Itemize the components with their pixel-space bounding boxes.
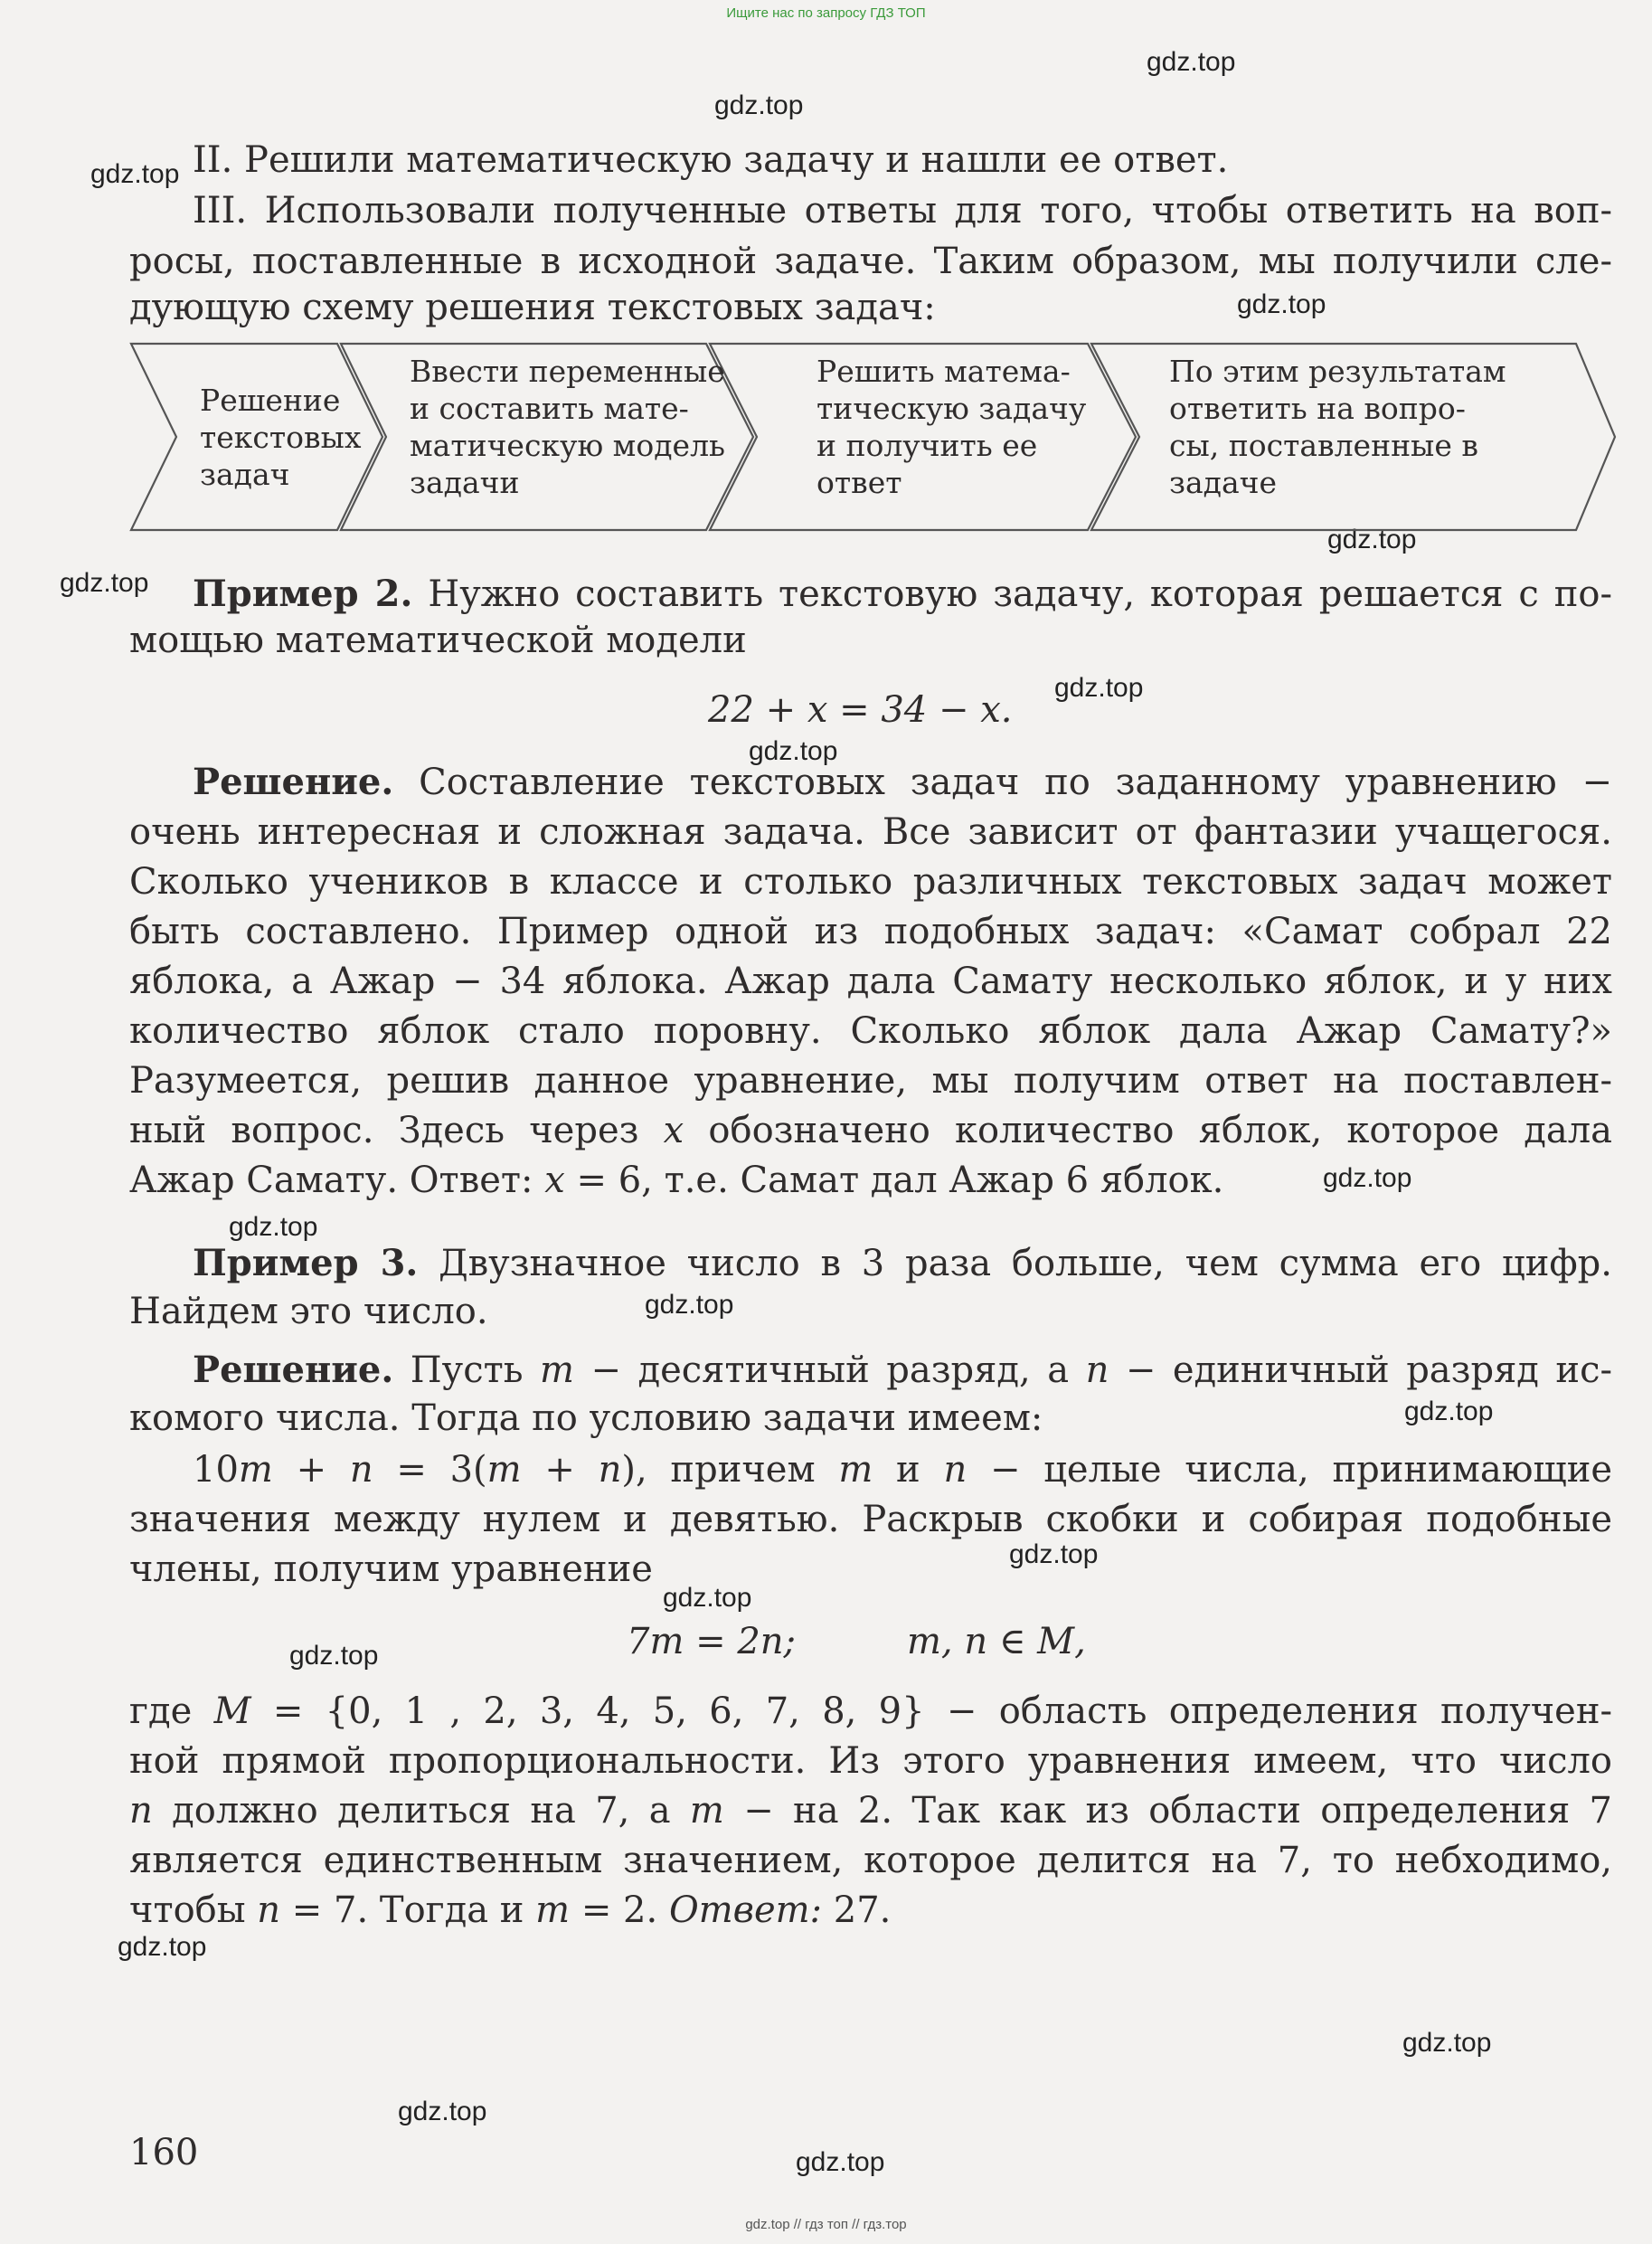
watermark: gdz.top (645, 1290, 734, 1320)
text-line: 10m + n = 3(m + n), причем m и n − целые числа, принимающие (193, 1449, 1613, 1491)
text-line: является единственным значением, которое делится на 7, то небходимо, (129, 1840, 1612, 1881)
example-2-line: Пример 2. Нужно составить текстовую задачу, которая решается с по- (193, 573, 1612, 615)
step-2-line: Ввести переменные (410, 354, 725, 389)
text-line: значения между нулем и девятью. Раскрыв скобки и собирая подобные (129, 1499, 1612, 1540)
page-number: 160 (129, 2132, 199, 2173)
step-3-label (817, 353, 1086, 501)
text-line: члены, получим уравнение (129, 1548, 653, 1590)
step-2-line: задачи (410, 465, 520, 500)
step-3-line: тическую задачу (817, 391, 1087, 426)
bottom-banner: gdz.top // гдз топ // гдз.тор (745, 2217, 907, 2232)
text-line: Ажар Самату. Ответ: x = 6, т.е. Самат дал Ажар 6 яблок. (129, 1160, 1224, 1201)
text-line: мощью математической модели (129, 620, 747, 661)
text-line: Разумеется, решив данное уравнение, мы получим ответ на поставлен- (129, 1060, 1612, 1102)
watermark: gdz.top (1404, 1397, 1494, 1426)
watermark: gdz.top (714, 90, 804, 120)
text-line: где M = {0, 1 , 2, 3, 4, 5, 6, 7, 8, 9} − область определения получен- (129, 1690, 1612, 1732)
step-4-label (1169, 353, 1506, 501)
step-4-line: ответить на вопро- (1169, 391, 1466, 426)
watermark: gdz.top (1327, 525, 1417, 554)
watermark: gdz.top (796, 2147, 885, 2177)
text-line: Найдем это число. (129, 1291, 488, 1332)
step-2-line: и составить мате- (410, 391, 689, 426)
top-banner: Ищите нас по запросу ГДЗ ТОП (726, 5, 926, 21)
text-line: Сколько учеников в классе и столько различных текстовых задач может (129, 861, 1612, 903)
text-line: быть составлено. Пример одной из подобных задач: «Самат собрал 22 (129, 911, 1612, 952)
solution-line: Решение. Составление текстовых задач по заданному уравнению − (193, 761, 1612, 803)
step-1-label (200, 382, 361, 493)
solution-label: Решение. (193, 761, 394, 803)
text-line: чтобы n = 7. Тогда и m = 2. Ответ: 27. (129, 1889, 892, 1931)
step-4-line: задаче (1169, 465, 1278, 500)
step-4-line: сы, поставленные в (1169, 428, 1478, 463)
step-1-line: задач (200, 457, 290, 492)
watermark: gdz.top (1402, 2028, 1492, 2058)
watermark: gdz.top (1237, 289, 1326, 319)
equation: 22 + x = 34 − x. (708, 689, 1013, 731)
watermark: gdz.top (1009, 1539, 1099, 1569)
step-2-label (410, 353, 725, 501)
watermark: gdz.top (60, 568, 149, 598)
step-1-line: Решение (200, 383, 341, 418)
example-3-line: Пример 3. Двузначное число в 3 раза больше, чем сумма его цифр. (193, 1242, 1612, 1284)
watermark: gdz.top (229, 1212, 318, 1242)
text-line: яблока, а Ажар − 34 яблока. Ажар дала Самату несколько яблок, и у них (129, 961, 1612, 1002)
watermark: gdz.top (663, 1583, 752, 1613)
step-2-line: матическую модель (410, 428, 725, 463)
watermark: gdz.top (749, 736, 838, 766)
step-1-line: текстовых (200, 420, 362, 455)
text-line: росы, поставленные в исходной задаче. Таким образом, мы получили сле- (129, 241, 1612, 282)
text-line: очень интересная и сложная задача. Все зависит от фантазии учащегося. (129, 811, 1612, 853)
solution-line: Решение. Пусть m − десятичный разряд, а n − единичный разряд ис- (193, 1349, 1613, 1391)
text-line: ный вопрос. Здесь через x обозначено количество яблок, которое дала (129, 1110, 1612, 1151)
example-label: Пример 2. (193, 573, 413, 615)
text-line: дующую схему решения текстовых задач: (129, 287, 936, 328)
equation: 7m = 2n; (627, 1621, 797, 1662)
text-line: комого числа. Тогда по условию задачи имеем: (129, 1397, 1043, 1439)
watermark: gdz.top (398, 2097, 487, 2126)
text-line: количество яблок стало поровну. Сколько яблок дала Ажар Самату?» (129, 1010, 1612, 1052)
watermark: gdz.top (289, 1641, 379, 1671)
step-3-line: и получить ее (817, 428, 1038, 463)
watermark: gdz.top (118, 1932, 207, 1962)
equation: m, n ∈ M, (907, 1621, 1086, 1662)
watermark: gdz.top (1054, 673, 1144, 703)
solution-label: Решение. (193, 1349, 394, 1391)
text-line: III. Использовали полученные ответы для того, чтобы ответить на воп- (193, 190, 1612, 232)
text-line: n должно делиться на 7, а m − на 2. Так как из области определения 7 (129, 1790, 1612, 1832)
step-4-line: По этим результатам (1169, 354, 1506, 389)
watermark: gdz.top (1323, 1163, 1412, 1193)
step-3-line: ответ (817, 465, 902, 500)
text-line: ной прямой пропорциональности. Из этого уравнения имеем, что число (129, 1740, 1612, 1782)
example-label: Пример 3. (193, 1242, 419, 1284)
step-3-line: Решить матема- (817, 354, 1071, 389)
solution-scheme-diagram (129, 342, 1617, 532)
text-line: II. Решили математическую задачу и нашли ее ответ. (193, 139, 1229, 181)
watermark: gdz.top (1147, 47, 1236, 77)
watermark: gdz.top (90, 159, 180, 189)
